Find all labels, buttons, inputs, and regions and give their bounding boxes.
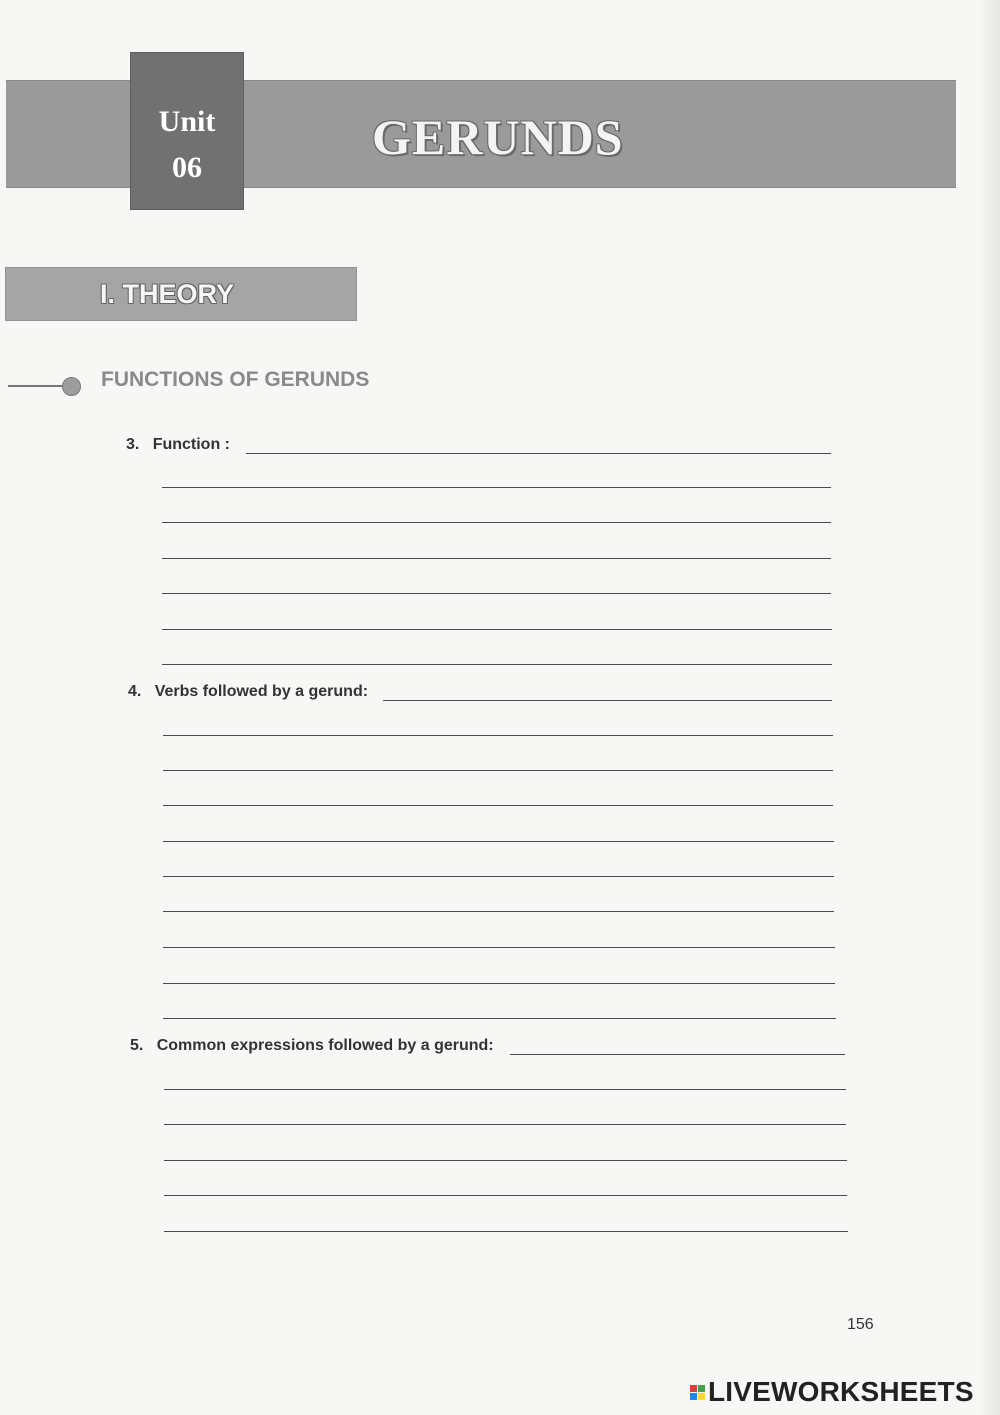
liveworksheets-logo[interactable] [690, 1376, 974, 1408]
logo-grid-icon [690, 1385, 705, 1400]
answer-line-q4[interactable] [163, 735, 833, 736]
answer-line-q4[interactable] [163, 876, 834, 877]
question-number: 4. [128, 683, 142, 700]
section-heading: I. THEORY [100, 279, 235, 309]
page-title: GERUNDS [372, 109, 624, 165]
answer-line-q5[interactable] [164, 1231, 848, 1232]
answer-line-q4-inline[interactable] [383, 700, 832, 701]
page-number: 156 [847, 1316, 874, 1333]
answer-line-q4[interactable] [163, 947, 835, 948]
answer-line-q3[interactable] [162, 593, 831, 594]
logo-tile [698, 1385, 705, 1392]
question-5-label [130, 1037, 494, 1055]
answer-line-q5-inline[interactable] [510, 1054, 845, 1055]
answer-line-q3[interactable] [162, 664, 832, 665]
answer-line-q4[interactable] [163, 911, 834, 912]
answer-line-q5[interactable] [164, 1195, 847, 1196]
answer-line-q4[interactable] [163, 841, 834, 842]
answer-line-q3-inline[interactable] [246, 453, 831, 454]
question-text: Function : [152, 436, 230, 453]
answer-line-q4[interactable] [163, 1018, 836, 1019]
answer-line-q5[interactable] [164, 1124, 846, 1125]
question-number: 3. [126, 436, 140, 453]
subheading: FUNCTIONS OF GERUNDS [101, 368, 370, 391]
answer-line-q4[interactable] [163, 770, 833, 771]
logo-tile [698, 1393, 705, 1400]
unit-box [130, 52, 244, 210]
unit-number: 06 [172, 151, 202, 184]
answer-line-q3[interactable] [162, 629, 832, 630]
answer-line-q3[interactable] [162, 487, 831, 488]
subheading-line [8, 385, 66, 387]
answer-line-q5[interactable] [164, 1089, 846, 1090]
question-number: 5. [130, 1037, 144, 1054]
answer-line-q4[interactable] [163, 983, 835, 984]
answer-line-q5[interactable] [164, 1160, 847, 1161]
page-edge-shadow [978, 0, 1000, 1415]
logo-tile [690, 1393, 697, 1400]
answer-line-q3[interactable] [162, 558, 831, 559]
question-text: Common expressions followed by a gerund: [156, 1037, 494, 1054]
question-3-label [126, 436, 230, 454]
bullet-dot-icon [62, 377, 81, 396]
unit-label: Unit [158, 105, 216, 138]
answer-line-q3[interactable] [162, 522, 831, 523]
logo-text: LIVEWORKSHEETS [708, 1376, 974, 1407]
question-4-label [128, 683, 368, 701]
logo-tile [690, 1385, 697, 1392]
answer-line-q4[interactable] [163, 805, 833, 806]
question-text: Verbs followed by a gerund: [154, 683, 369, 700]
